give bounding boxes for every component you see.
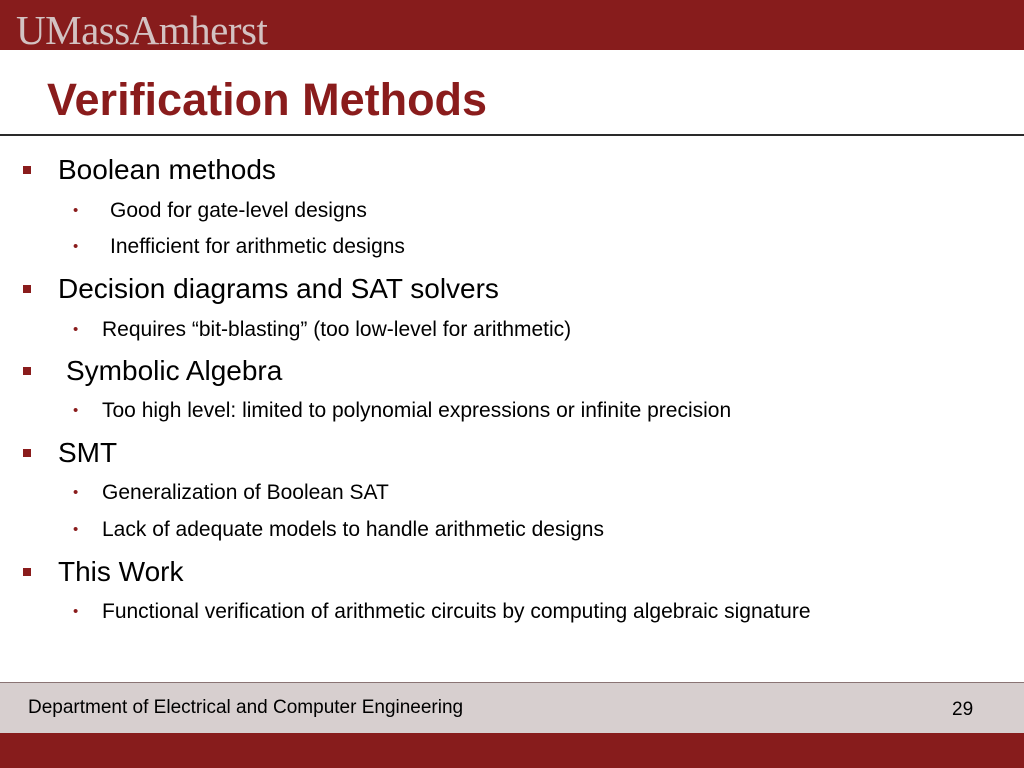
- bullet-this-work: This Work: [58, 556, 184, 587]
- page-number: 29: [952, 699, 974, 720]
- slide-title: Verification Methods: [47, 74, 488, 125]
- sub-bullet-item: Functional verification of arithmetic circuits by computing algebraic signature: [102, 600, 811, 623]
- department-label: Department of Electrical and Computer Engineering: [28, 697, 464, 718]
- sub-bullet-item: Good for gate-level designs: [110, 199, 367, 222]
- square-bullet-icon: [23, 285, 31, 293]
- dot-bullet-icon: •: [73, 484, 79, 501]
- bullet-boolean-methods: Boolean methods: [58, 154, 276, 185]
- dot-bullet-icon: •: [73, 402, 79, 419]
- dot-bullet-icon: •: [73, 202, 79, 219]
- footer-bar: [0, 682, 1024, 733]
- dot-bullet-icon: •: [73, 321, 79, 338]
- bullet-smt: SMT: [58, 437, 118, 468]
- sub-bullet-item: Generalization of Boolean SAT: [102, 481, 389, 504]
- square-bullet-icon: [23, 568, 31, 576]
- bullet-decision-diagrams: Decision diagrams and SAT solvers: [58, 273, 499, 304]
- dot-bullet-icon: •: [73, 238, 79, 255]
- title-divider: [0, 134, 1024, 136]
- sub-bullet-item: Inefficient for arithmetic designs: [110, 235, 405, 258]
- bullet-symbolic-algebra: Symbolic Algebra: [66, 355, 283, 386]
- sub-bullet-item: Lack of adequate models to handle arithmetic designs: [102, 518, 604, 541]
- header-bar: [0, 0, 1024, 53]
- bottom-bar: [0, 733, 1024, 768]
- square-bullet-icon: [23, 367, 31, 375]
- dot-bullet-icon: •: [73, 603, 79, 620]
- square-bullet-icon: [23, 166, 31, 174]
- sub-bullet-item: Too high level: limited to polynomial expressions or infinite precision: [102, 399, 732, 422]
- square-bullet-icon: [23, 449, 31, 457]
- dot-bullet-icon: •: [73, 521, 79, 538]
- sub-bullet-item: Requires “bit-blasting” (too low-level for arithmetic): [102, 318, 572, 341]
- umass-amherst-logo: UMassAmherst: [16, 7, 268, 53]
